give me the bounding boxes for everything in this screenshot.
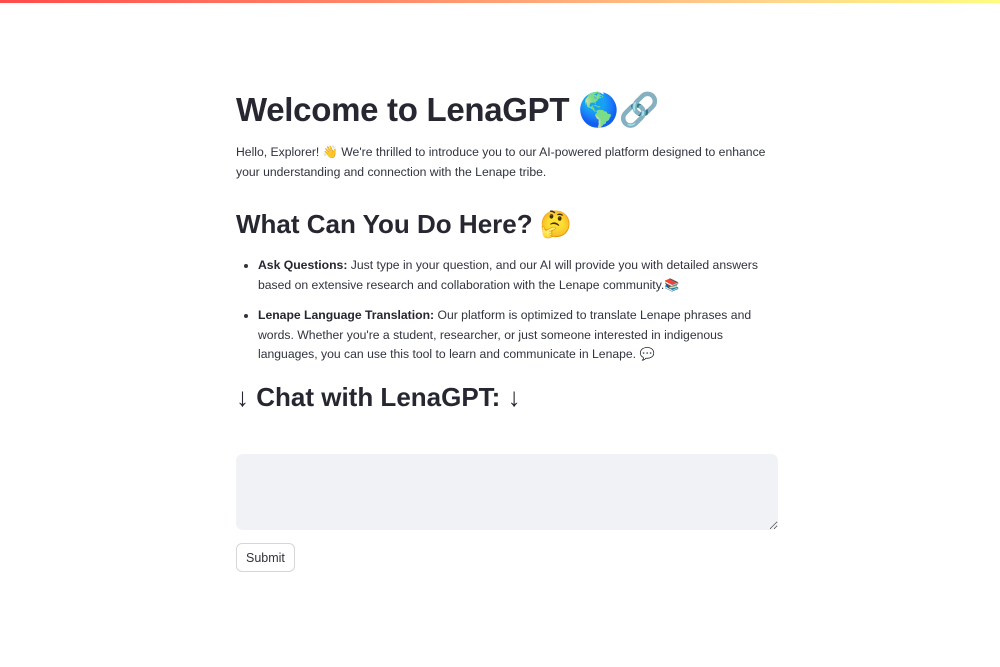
feature-text: Just type in your question, and our AI will provide you with detailed answers based on extensive research and collaboration with the Lenape community.📚 xyxy=(258,258,758,292)
main-content xyxy=(236,86,778,415)
feature-text: Our platform is optimized to translate Lenape phrases and words. Whether you're a student, researcher, or just someone interested in indigenous languages, you can use this tool to learn and communicate in Lenape. 💬 xyxy=(258,308,752,361)
features-list xyxy=(236,256,778,365)
feature-label: Lenape Language Translation: xyxy=(258,308,435,322)
list-item xyxy=(258,256,778,295)
chat-input[interactable] xyxy=(236,454,778,530)
page-title: Welcome to LenaGPT 🌎🔗 xyxy=(236,91,660,128)
list-item xyxy=(258,306,778,365)
feature-label: Ask Questions: xyxy=(258,258,348,272)
top-decoration-bar xyxy=(0,0,1000,3)
intro-text: Hello, Explorer! 👋 We're thrilled to introduce you to our AI-powered platform designed to enhance your understanding and connection with the Lenape tribe. xyxy=(236,145,766,179)
chat-heading: ↓ Chat with LenaGPT: ↓ xyxy=(236,381,521,412)
features-heading: What Can You Do Here? 🤔 xyxy=(236,209,573,239)
submit-button[interactable]: Submit xyxy=(236,543,295,572)
